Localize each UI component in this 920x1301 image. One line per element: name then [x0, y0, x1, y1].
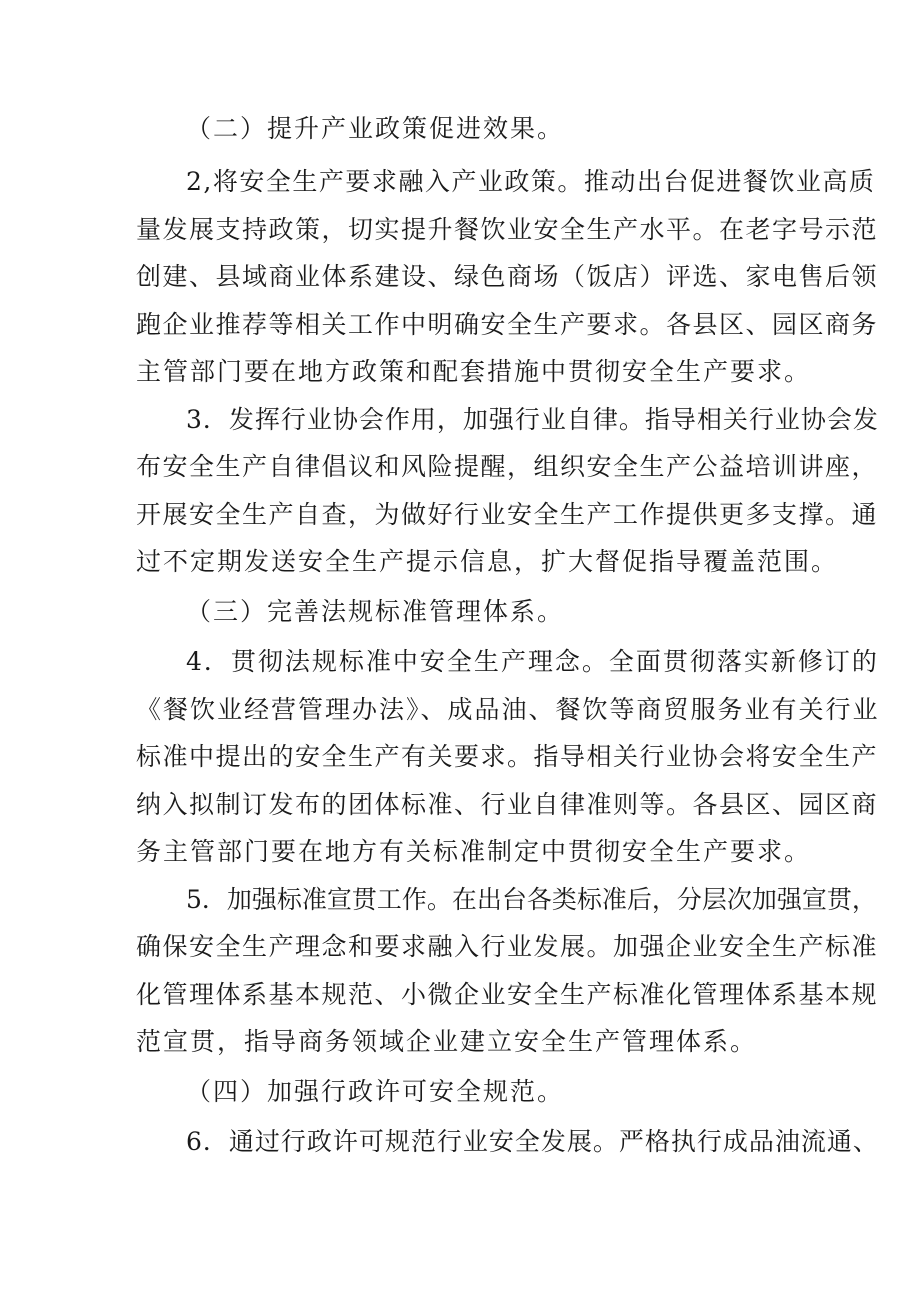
- paragraph-6-line-1: 6．通过行政许可规范行业安全发展。严格执行成品油流通、: [186, 1127, 879, 1156]
- paragraph-4-line-5: 务主管部门要在地方有关标准制定中贯彻安全生产要求。: [136, 837, 812, 866]
- paragraph-2-line-1: 2,将安全生产要求融入产业政策。推动出台促进餐饮业高质: [186, 167, 876, 196]
- paragraph-2-line-4: 跑企业推荐等相关工作中明确安全生产要求。各县区、园区商务: [136, 310, 879, 339]
- paragraph-5-line-2: 确保安全生产理念和要求融入行业发展。加强企业安全生产标准: [136, 932, 879, 961]
- paragraph-3-line-3: 开展安全生产自查，为做好行业安全生产工作提供更多支撑。通: [136, 500, 879, 529]
- paragraph-2-line-3: 创建、县域商业体系建设、绿色商场（饭店）评选、家电售后领: [136, 262, 879, 291]
- paragraph-5-line-1: 5．加强标准宣贯工作。在出台各类标准后，分层次加强宣贯，: [186, 885, 877, 914]
- paragraph-2-line-2: 量发展支持政策，切实提升餐饮业安全生产水平。在老字号示范: [136, 215, 879, 244]
- section-heading-2: （二）提升产业政策促进效果。: [186, 114, 565, 143]
- paragraph-3-line-1: 3．发挥行业协会作用，加强行业自律。指导相关行业协会发: [186, 405, 879, 434]
- section-heading-3: （三）完善法规标准管理体系。: [186, 597, 565, 626]
- paragraph-2-line-5: 主管部门要在地方政策和配套措施中贯彻安全生产要求。: [136, 357, 812, 386]
- paragraph-4-line-4: 纳入拟制订发布的团体标准、行业自律准则等。各县区、园区商: [136, 790, 879, 819]
- paragraph-3-line-4: 过不定期发送安全生产提示信息，扩大督促指导覆盖范围。: [136, 547, 839, 576]
- section-heading-4: （四）加强行政许可安全规范。: [186, 1077, 565, 1106]
- paragraph-4-line-2: 《餐饮业经营管理办法》、成品油、餐饮等商贸服务业有关行业: [136, 695, 880, 724]
- paragraph-5-line-3: 化管理体系基本规范、小微企业安全生产标准化管理体系基本规: [136, 980, 879, 1009]
- paragraph-4-line-1: 4．贯彻法规标准中安全生产理念。全面贯彻落实新修订的: [186, 647, 879, 676]
- paragraph-3-line-2: 布安全生产自律倡议和风险提醒，组织安全生产公益培训讲座，: [136, 452, 879, 481]
- paragraph-4-line-3: 标准中提出的安全生产有关要求。指导相关行业协会将安全生产: [136, 742, 879, 771]
- paragraph-5-line-4: 范宣贯，指导商务领域企业建立安全生产管理体系。: [136, 1027, 758, 1056]
